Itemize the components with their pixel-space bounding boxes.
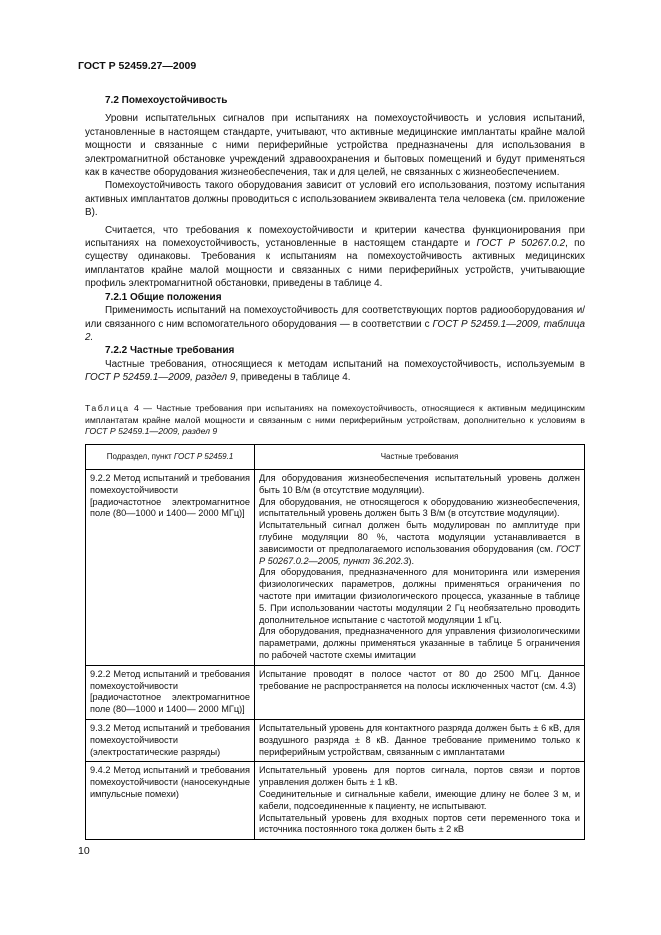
table-caption: Таблица 4 — Частные требования при испытаниях на помехоустойчивость, относящиеся к активным медицинским имплантатам крайне малой мощности и связанным с ними периферийным устройствам, дополнительно к условиям в ГОСТ Р 52459.1—2009, раздел 9 [85,403,585,437]
requirement-cell: Испытательный уровень для контактного разряда должен быть ± 6 кВ, для воздушного разряда ± 8 кВ. Данное требование применимо только к периферийным устройствам, связанным с имплантатами [255,719,585,761]
clause-cell: 9.3.2 Метод испытаний и требования помехоустойчивости (электростатические разряды) [86,719,255,761]
paragraph: Частные требования, относящиеся к методам испытаний на помехоустойчивость, используемым в ГОСТ Р 52459.1—2009, раздел 9, приведены в таблице 4. [85,358,585,384]
section-title: 7.2 Помехоустойчивость [105,95,228,106]
clause-cell: 9.2.2 Метод испытаний и требования помехоустойчивости [радиочастотное электромагнитное поле (80—1000 и 1400— 2000 МГц)] [86,470,255,666]
subsection-title: 7.2.2 Частные требования [105,345,235,357]
paragraph: Считается, что требования к помехоустойчивости и критерии качества функционирования при испытаниях на помехоустойчивость, установленные в настоящем стандарте и ГОСТ Р 50267.0.2, по существу одинаковы. Требования к испытаниям на помехоустойчивость активных медицинских имплантатов крайне малой мощности и связанных с ними периферийных устройств, учитывающие профиль электромагнитной обстановки, приведены в таблице 4. [85,224,585,290]
table-row [86,719,585,761]
paragraph: Помехоустойчивость такого оборудования зависит от условий его использования, поэтому испытания активных имплантатов должны проводиться с использованием эквивалента тела человека (см. приложение В). [85,180,585,219]
requirement-cell: Испытание проводят в полосе частот от 80 до 2500 МГц. Данное требование не распространяется на полосы исключенных частот (см. 4.3) [255,665,585,719]
table-row [86,762,585,840]
requirement-cell: Испытательный уровень для портов сигнала, портов связи и портов управления должен быть ± 1 кВ. Соединительные и сигнальные кабели, имеющие длину не более 3 м, и кабели, подсоединенные к пациенту, не испытывают. Испытательный уровень для входных портов сети переменного тока и источника постоянного тока должен быть ± 2 кВ [255,762,585,840]
column-header-requirements: Частные требования [255,445,585,470]
column-header-clause: Подраздел, пункт ГОСТ Р 52459.1 [86,445,255,470]
section-body [85,94,585,385]
subsection-title: 7.2.1 Общие положения [105,291,222,303]
table-row [86,665,585,719]
clause-cell: 9.2.2 Метод испытаний и требования помехоустойчивости [радиочастотное электромагнитное поле (80—1000 и 1400— 2000 МГц)] [86,665,255,719]
table-row [86,470,585,666]
paragraph: Применимость испытаний на помехоустойчивость для соответствующих портов радиооборудования и/или связанного с ним вспомогательного оборудования — в соответствии с ГОСТ Р 52459.1—2009, таблица 2. [85,305,585,343]
clause-cell: 9.4.2 Метод испытаний и требования помехоустойчивости (наносекундные импульсные помехи) [86,762,255,840]
page-number: 10 [78,845,90,857]
requirements-table [85,444,585,840]
document-code: ГОСТ Р 52459.27—2009 [78,60,197,72]
requirement-cell: Для оборудования жизнеобеспечения испытательный уровень должен быть 10 В/м (в отсутствие модуляции). Для оборудования, не относящегося к оборудованию жизнеобеспечения, испытательный уровень должен быть 3 В/м (в отсутствие модуляции). Испытательный сигнал должен быть модулирован по амплитуде при глубине модуляции 80 %, частота модуляции устанавливается в зависимости от предполагаемого использования оборудования (см. ГОСТ Р 50267.0.2—2005, пункт 36.202.3). Для оборудования, предназначенного для мониторинга или измерения физиологических параметров, должны применяться ограничения по частоте при имитации физиологического процесса, указанные в таблице 5. При использовании частоты модуляции 2 Гц необязательно проводить дополнительное испытание с частотой модуляции 1 кГц. Для оборудования, предназначенного для управления физиологическими параметрами, должны применяться указанные в таблице 5 ограничения по рабочей частоте схемы имитации [255,470,585,666]
table-header-row [86,445,585,470]
paragraph: Уровни испытательных сигналов при испытаниях на помехоустойчивость и условия испытаний, установленные в настоящем стандарте, учитывают, что активные медицинские имплантаты крайне малой мощности и связанные с ними периферийные устройства предназначены для использования в электромагнитной обстановке учреждений здравоохранения и бытовых помещений и будут применяться как в качестве оборудования жизнеобеспечения, так и для целей, не связанных с жизнеобеспечением. [85,113,585,179]
